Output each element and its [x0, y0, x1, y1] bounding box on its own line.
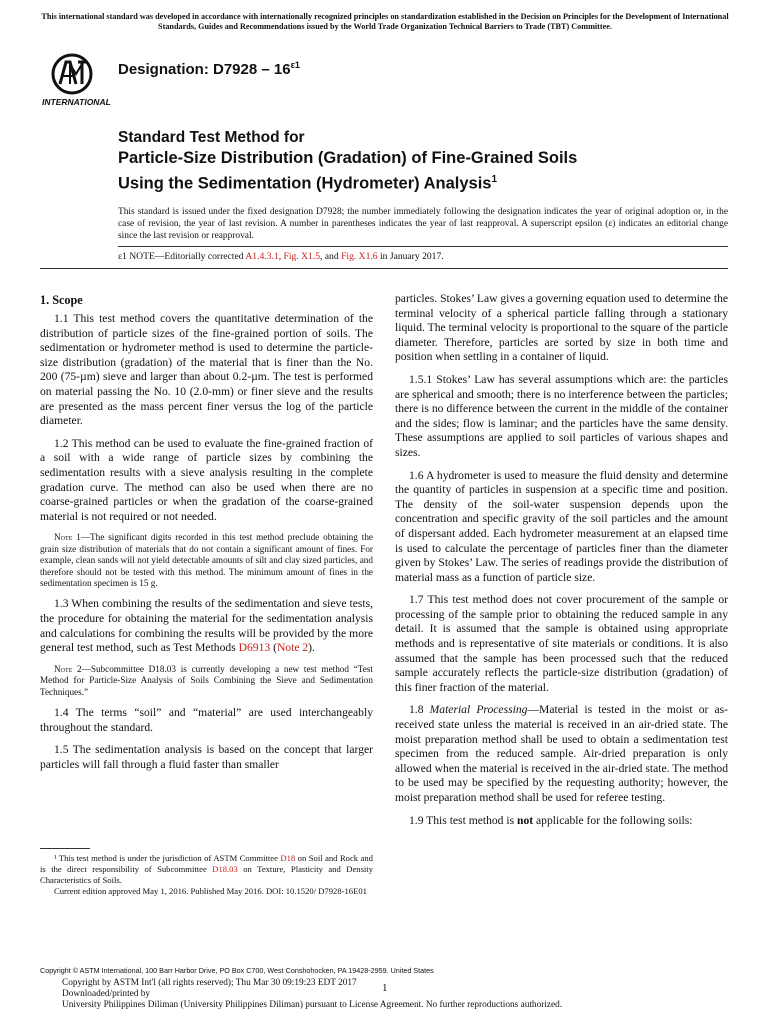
designation-epsilon: ε1 [290, 60, 300, 70]
page-number: 1 [382, 982, 388, 994]
editorial-note [118, 251, 728, 263]
footnote-text-a: ¹ This test method is under the jurisdiction of ASTM Committee [54, 853, 281, 863]
link-a1431[interactable]: A1.4.3.1 [245, 251, 279, 262]
paragraph-1-8-number: 1.8 [409, 703, 430, 717]
paragraph-1-1: 1.1 This test method covers the quantitative determination of the distribution of particle sizes of the fine-grained portion of soils. The sedimentation or hydrometer method is used to determine the particle-size distribution (gradation) of the material that is finer than the No. 200 (75-µm) sieve and larger than about 0.2-µm. The test is performed on material passing the No. 10 (2.0-mm) or finer sieve and the results are presented as the mass percent finer versus the log of the particle diameter. [40, 312, 373, 428]
note-1 [40, 532, 373, 589]
right-column [395, 292, 728, 836]
copyright-notice: Copyright © ASTM International, 100 Barr Harbor Drive, PO Box C700, West Conshohocken, PA 19428-2959. United States [40, 966, 434, 975]
left-column [40, 292, 373, 780]
editorial-prefix: ε1 NOTE—Editorially corrected [118, 251, 246, 262]
tbt-statement: This international standard was developed in accordance with internationally recognized principles on standardization established in the Decision on Principles for the Development of International Standards, Guides and Recommendations issued by the World Trade Organization Technical Barriers to Trade (TBT) Committee. [41, 12, 729, 31]
title-line-1: Standard Test Method for [118, 129, 305, 146]
stamp-line-1: Copyright by ASTM Int'l (all rights reserved); Thu Mar 30 09:19:23 EDT 2017 [62, 978, 357, 988]
link-fig-x16[interactable]: Fig. X1.6 [341, 251, 378, 262]
page-title [118, 128, 718, 195]
footnote-rule [40, 848, 90, 849]
logo-wordmark: INTERNATIONAL [42, 97, 111, 107]
divider-bottom [40, 268, 728, 269]
paragraph-1-6: 1.6 A hydrometer is used to measure the fluid density and determine the quantity of particles in suspension at a specific time and position. The density of the soil-water suspension depends upon the concentration and specific gravity of the soil particles and the amount of dispersant added. Each hydrometer measurement at an elapsed time is used to calculate the percentage of particles finer than the diameter given by Stokes’ Law. The series of readings provide the distribution of material mass as a function of particle size. [395, 468, 728, 584]
paragraph-1-2: 1.2 This method can be used to evaluate the fine-grained fraction of a soil with a wide range of particle sizes by combining the sedimentation results with a sieve analysis resulting in the complete gradation curve. The method can also be used when there are no coarse-grained particles or when the gradation of the coarse-grained material is not required or not needed. [40, 436, 373, 523]
editorial-sep-1: , [278, 251, 284, 262]
paragraph-1-8 [395, 703, 728, 805]
link-d18[interactable]: D18 [280, 853, 296, 863]
paragraph-1-5-1: 1.5.1 Stokes’ Law has several assumptions which are: the particles are spherical and smooth; there is no interference between the particles; there is no difference between the current in the middle of the container and the sides; flow is laminar; and the particles have the same density. These assumptions are applied to soil particles of various shapes and sizes. [395, 372, 728, 459]
note-1-label: Note 1 [54, 532, 81, 543]
title-line-2: Particle-Size Distribution (Gradation) of Fine-Grained Soils [118, 149, 578, 167]
stamp-line-2: Downloaded/printed by [62, 989, 151, 1000]
editorial-sep-2: , and [320, 251, 342, 262]
title-footnote-ref[interactable]: 1 [491, 174, 498, 185]
issuance-statement: This standard is issued under the fixed designation D7928; the number immediately following the designation indicates the year of original adoption or, in the case of revision, the year of last revision. A number in parentheses indicates the year of last reapproval. A superscript epsilon (ε) indicates an editorial change since the last revision or reapproval. [118, 207, 728, 241]
paragraph-1-4: 1.4 The terms “soil” and “material” are used interchangeably throughout the standard. [40, 705, 373, 734]
paragraph-1-9-a: 1.9 This test method is [409, 813, 517, 827]
footnote-line-1 [40, 853, 373, 886]
paragraph-1-5-continued: particles. Stokes’ Law gives a governing equation used to determine the terminal velocity of a spherical particle falling through a stationary liquid. The terminal velocity is proportional to the square of the particle diameter. Therefore, particles are sorted by size in both time and position when settling in a container of liquid. [395, 292, 729, 364]
download-stamp [62, 978, 722, 1012]
paragraph-1-3 [40, 597, 373, 655]
paragraph-1-8-text: —Material is tested in the moist or as-received state unless the material is received in an air-dried state. The moist preparation method shall be used to obtain a sedimentation test specimen from the reduced sample. Air-dried preparation is only allowed when the material is received in the air-dried state. The method to be used may be specified by the requesting authority; however, the moist preparation method shall be used for referee testing. [395, 703, 729, 804]
title-line-3 [118, 169, 718, 195]
astm-logo-icon [40, 50, 112, 108]
title-line-3-text: Using the Sedimentation (Hydrometer) Analysis [118, 174, 492, 193]
footnote-text-c: on Texture, Plasticity and Density Characteristics of Soils. [40, 864, 373, 885]
paragraph-1-3-text: 1.3 When combining the results of the sedimentation and sieve tests, the procedure for obtaining the material for the sedimentation analysis and calculations for combining the results will be provided by the more general test method, such as Test Methods [40, 597, 373, 655]
note-2-text: —Subcommittee D18.03 is currently developing a new test method “Test Method for Particle-Size Analysis of Soils Combining the Sieve and Sedimentation Techniques.” [40, 663, 373, 697]
link-d6913[interactable]: D6913 [238, 641, 271, 655]
paragraph-1-9-bold: not [517, 813, 534, 827]
designation [118, 60, 300, 78]
paragraph-1-9-b: applicable for the following soils: [533, 813, 693, 827]
footnote-text-b: on Soil and Rock and is the direct responsibility of Subcommittee [40, 853, 373, 874]
stamp-line-3: University Philippines Diliman (University Philippines Diliman) pursuant to License Agreement. No further reproductions authorized. [62, 1000, 563, 1011]
designation-label: Designation: D7928 – 16 [118, 61, 291, 78]
footnote [40, 853, 373, 897]
footnote-line-2: Current edition approved May 1, 2016. Published May 2016. DOI: 10.1520/ D7928-16E01 [54, 886, 367, 896]
scope-heading: 1. Scope [40, 293, 83, 307]
note-2-label: Note 2 [54, 663, 82, 674]
editorial-suffix: in January 2017. [377, 251, 444, 262]
link-d1803[interactable]: D18.03 [212, 864, 238, 874]
paren-close: ). [308, 641, 315, 655]
link-fig-x15[interactable]: Fig. X1.5 [283, 251, 320, 262]
paragraph-1-8-title: Material Processing [429, 703, 528, 717]
divider-top [118, 246, 728, 247]
paragraph-1-7: 1.7 This test method does not cover procurement of the sample or processing of the sample prior to obtaining the reduced sample in any detail. It is assumed that the sample is obtained using appropriate methods and is representative of site materials or conditions. It is also assumed that the sample has been processed such that the reduced sample accurately reflects the particle-size distribution (gradation) of this finer fraction of the material. [395, 593, 728, 694]
paragraph-1-5: 1.5 The sedimentation analysis is based on the concept that larger particles will fall through a fluid faster than smaller [40, 743, 373, 771]
paren-open: ( [270, 641, 277, 655]
note-1-text: —The significant digits recorded in this test method preclude obtaining the grain size distribution of materials that do not contain a significant amount of fines. For example, clean sands will not yield detectable amounts of silt and clay sized particles, and therefore should not be tested with this method. The minimum amount of fines in the sedimentation specimen is 15 g. [40, 532, 373, 588]
note-2 [40, 664, 373, 698]
link-note-2[interactable]: Note 2 [276, 641, 309, 655]
paragraph-1-9 [395, 814, 728, 829]
